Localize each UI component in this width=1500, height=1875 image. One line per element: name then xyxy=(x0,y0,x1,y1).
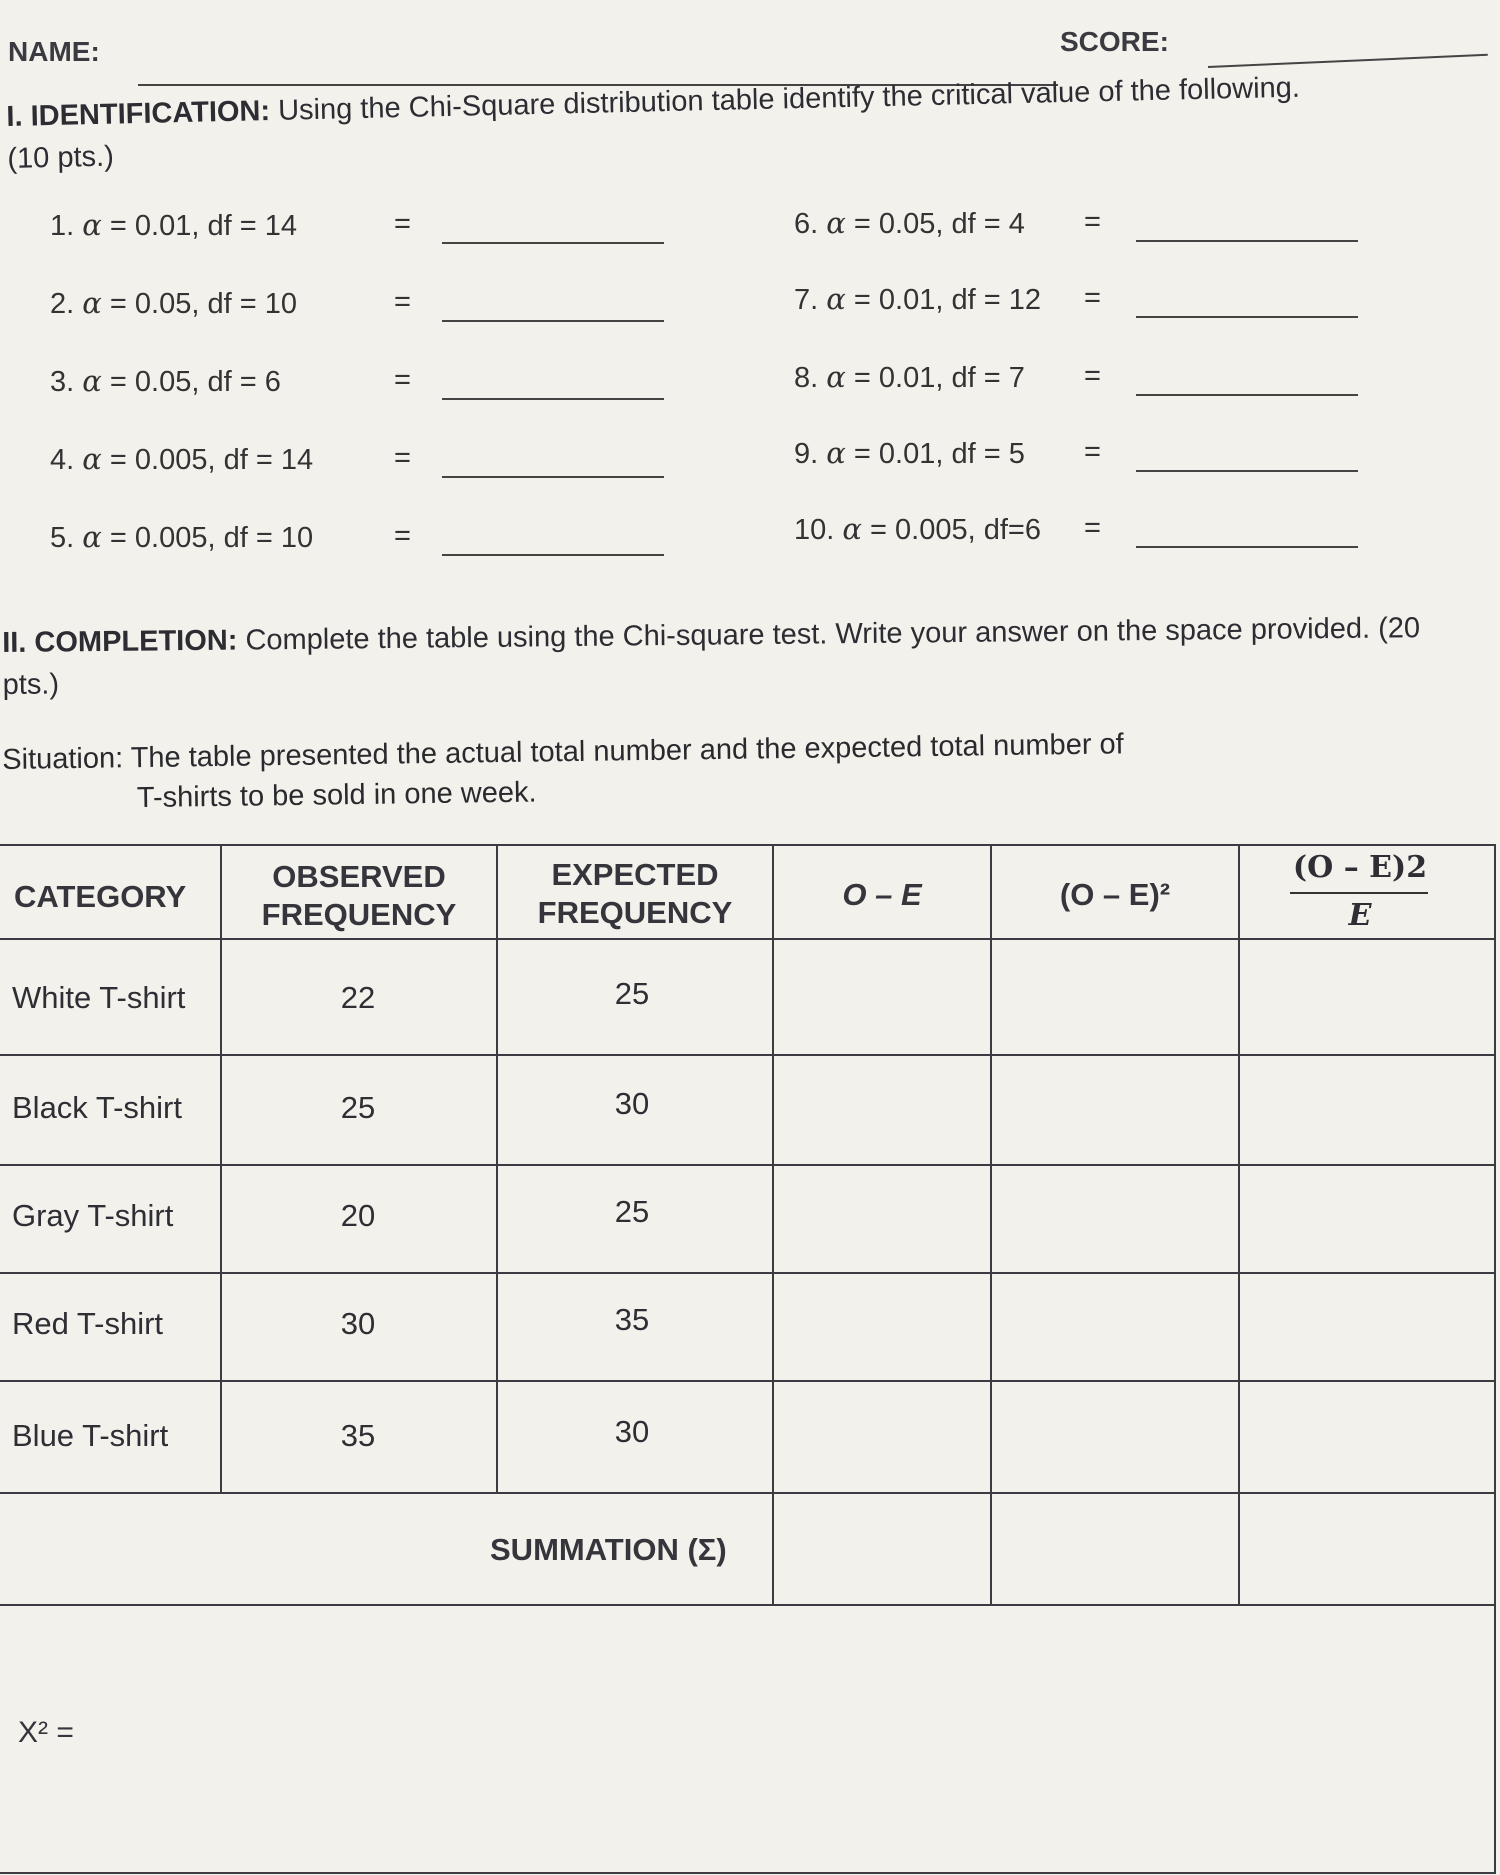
df-value: df = 14 xyxy=(207,210,297,242)
header-observed-line2: FREQUENCY xyxy=(261,897,457,932)
header-expected-line1: EXPECTED xyxy=(551,857,719,892)
identification-item: 8. α = 0.01, df = 7 = xyxy=(794,360,1384,400)
row-category: Red T-shirt xyxy=(12,1306,164,1341)
alpha-equals: = xyxy=(109,366,127,398)
row-observed: 30 xyxy=(340,1306,376,1341)
table-header-bottom xyxy=(0,938,1496,940)
situation-text xyxy=(2,720,1403,820)
table-col-divider xyxy=(1238,844,1240,1604)
table-row-divider xyxy=(0,1492,1496,1494)
answer-blank-line[interactable] xyxy=(1136,316,1358,318)
alpha-equals: = xyxy=(109,444,127,476)
answer-equals: = xyxy=(1084,360,1101,392)
answer-equals: = xyxy=(394,364,411,396)
table-row-divider xyxy=(0,1380,1496,1382)
row-category: Black T-shirt xyxy=(12,1090,182,1125)
section2-heading xyxy=(2,607,1473,706)
identification-item: 9. α = 0.01, df = 5 = xyxy=(794,436,1384,476)
alpha-value: 0.01 xyxy=(878,438,936,470)
header-ratio-denominator: E xyxy=(1348,898,1372,933)
identification-item: 10. α = 0.005, df=6 = xyxy=(794,512,1384,552)
item-number: 6. xyxy=(794,208,819,240)
item-number: 7. xyxy=(794,284,819,316)
row-observed: 35 xyxy=(340,1418,376,1453)
row-category: White T-shirt xyxy=(12,980,186,1015)
table-summation-bottom xyxy=(0,1604,1496,1606)
header-ratio-numerator: (O – E)2 xyxy=(1292,850,1428,885)
row-expected: 25 xyxy=(614,976,650,1011)
answer-blank-line[interactable] xyxy=(442,476,664,478)
situation-line-2: T-shirts to be sold in one week. xyxy=(136,776,537,815)
item-number: 1. xyxy=(50,210,75,242)
df-value: df = 10 xyxy=(223,522,314,554)
alpha-equals: = xyxy=(853,438,871,470)
item-number: 4. xyxy=(50,444,75,476)
item-number: 2. xyxy=(50,288,75,320)
answer-blank-line[interactable] xyxy=(1136,240,1358,242)
header-o-minus-e: O – E xyxy=(842,877,922,912)
header-o-minus-e-squared: (O – E)² xyxy=(1059,877,1171,912)
section1-points: (10 pts.) xyxy=(7,140,115,175)
answer-equals: = xyxy=(1084,206,1101,238)
chi-square-label: X² = xyxy=(18,1716,74,1749)
item-number: 3. xyxy=(50,366,75,398)
answer-blank-line[interactable] xyxy=(1136,470,1358,472)
alpha-value: 0.05 xyxy=(134,366,192,398)
table-border-right xyxy=(1494,844,1496,1872)
answer-equals: = xyxy=(1084,436,1101,468)
row-category: Gray T-shirt xyxy=(12,1198,174,1233)
alpha-value: 0.005 xyxy=(134,444,208,476)
table-row-divider xyxy=(0,1054,1496,1056)
row-expected: 30 xyxy=(614,1414,650,1449)
df-value: df = 10 xyxy=(207,288,297,320)
row-observed: 22 xyxy=(340,980,376,1015)
name-label: NAME: xyxy=(8,36,100,67)
identification-item: 1. α = 0.01, df = 14 = xyxy=(50,208,670,248)
answer-blank-line[interactable] xyxy=(442,242,664,244)
alpha-symbol: α xyxy=(842,512,862,546)
alpha-equals: = xyxy=(870,514,887,546)
chi-square-table xyxy=(0,844,1496,1875)
alpha-symbol: α xyxy=(826,436,846,470)
row-expected: 30 xyxy=(614,1086,650,1121)
table-row-divider xyxy=(0,1272,1496,1274)
df-value: df = 7 xyxy=(951,362,1025,394)
answer-equals: = xyxy=(1084,282,1101,314)
row-observed: 25 xyxy=(340,1090,376,1125)
answer-blank-line[interactable] xyxy=(442,554,664,556)
alpha-symbol: α xyxy=(82,208,102,242)
table-col-divider xyxy=(772,844,774,1604)
answer-equals: = xyxy=(1084,512,1101,544)
section2-instructions: Complete the table using the Chi-square test. Write your answer on the space provided. (20 pts.) xyxy=(2,612,1421,701)
alpha-symbol: α xyxy=(82,364,102,398)
answer-equals: = xyxy=(394,208,411,240)
header-category: CATEGORY xyxy=(14,879,187,914)
table-col-divider xyxy=(990,844,992,1604)
alpha-value: 0.005 xyxy=(134,522,208,554)
alpha-equals: = xyxy=(109,210,127,242)
answer-blank-line[interactable] xyxy=(1136,394,1358,396)
alpha-value: 0.05 xyxy=(134,288,192,320)
alpha-symbol: α xyxy=(826,206,846,240)
alpha-value: 0.005 xyxy=(895,514,968,546)
header-expected xyxy=(506,856,764,932)
row-expected: 25 xyxy=(614,1194,650,1229)
table-border-bottom xyxy=(0,1872,1496,1874)
df-value: df=6 xyxy=(983,514,1041,546)
alpha-equals: = xyxy=(109,522,127,554)
row-category: Blue T-shirt xyxy=(12,1418,169,1453)
alpha-symbol: α xyxy=(826,360,846,394)
alpha-equals: = xyxy=(853,362,871,394)
section1-instructions: Using the Chi-Square distribution table identify the critical value of the following. xyxy=(269,71,1301,128)
situation-line-1: Situation: The table presented the actual total number and the expected total number of xyxy=(2,728,1124,776)
identification-item: 2. α = 0.05, df = 10 = xyxy=(50,286,670,326)
df-value: df = 5 xyxy=(951,438,1025,470)
answer-blank-line[interactable] xyxy=(442,320,664,322)
table-border-top xyxy=(0,844,1496,846)
table-row-divider xyxy=(0,1164,1496,1166)
alpha-equals: = xyxy=(853,208,871,240)
alpha-value: 0.01 xyxy=(134,210,192,242)
df-value: df = 14 xyxy=(223,444,314,476)
section1-title: I. IDENTIFICATION: xyxy=(6,95,271,133)
alpha-value: 0.01 xyxy=(878,284,936,316)
answer-equals: = xyxy=(394,442,411,474)
row-observed: 20 xyxy=(340,1198,376,1233)
answer-blank-line[interactable] xyxy=(442,398,664,400)
fraction-bar xyxy=(1290,892,1428,894)
section2-title: II. COMPLETION: xyxy=(2,624,238,659)
identification-item: 5. α = 0.005, df = 10 = xyxy=(50,520,670,560)
row-expected: 35 xyxy=(614,1302,650,1337)
df-value: df = 6 xyxy=(207,366,281,398)
answer-equals: = xyxy=(394,520,411,552)
df-value: df = 4 xyxy=(951,208,1025,240)
table-col-divider xyxy=(220,844,222,1492)
df-value: df = 12 xyxy=(951,284,1041,316)
answer-blank-line[interactable] xyxy=(1136,546,1358,548)
identification-item: 3. α = 0.05, df = 6 = xyxy=(50,364,670,404)
alpha-symbol: α xyxy=(82,520,102,554)
item-number: 10. xyxy=(794,514,835,546)
alpha-symbol: α xyxy=(82,286,102,320)
header-expected-line2: FREQUENCY xyxy=(537,895,733,930)
header-observed xyxy=(230,858,488,934)
answer-equals: = xyxy=(394,286,411,318)
alpha-value: 0.01 xyxy=(878,362,936,394)
header-observed-line1: OBSERVED xyxy=(272,859,446,894)
alpha-symbol: α xyxy=(826,282,846,316)
table-col-divider xyxy=(496,844,498,1492)
item-number: 8. xyxy=(794,362,819,394)
identification-item: 6. α = 0.05, df = 4 = xyxy=(794,206,1384,246)
identification-item: 7. α = 0.01, df = 12 = xyxy=(794,282,1384,322)
score-label: SCORE: xyxy=(1060,26,1169,57)
item-number: 9. xyxy=(794,438,819,470)
identification-item: 4. α = 0.005, df = 14 = xyxy=(50,442,670,482)
alpha-value: 0.05 xyxy=(878,208,936,240)
alpha-equals: = xyxy=(109,288,127,320)
alpha-equals: = xyxy=(853,284,871,316)
section1-heading xyxy=(6,62,1488,180)
summation-label: SUMMATION (Σ) xyxy=(490,1532,727,1567)
alpha-symbol: α xyxy=(82,442,102,476)
item-number: 5. xyxy=(50,522,75,554)
